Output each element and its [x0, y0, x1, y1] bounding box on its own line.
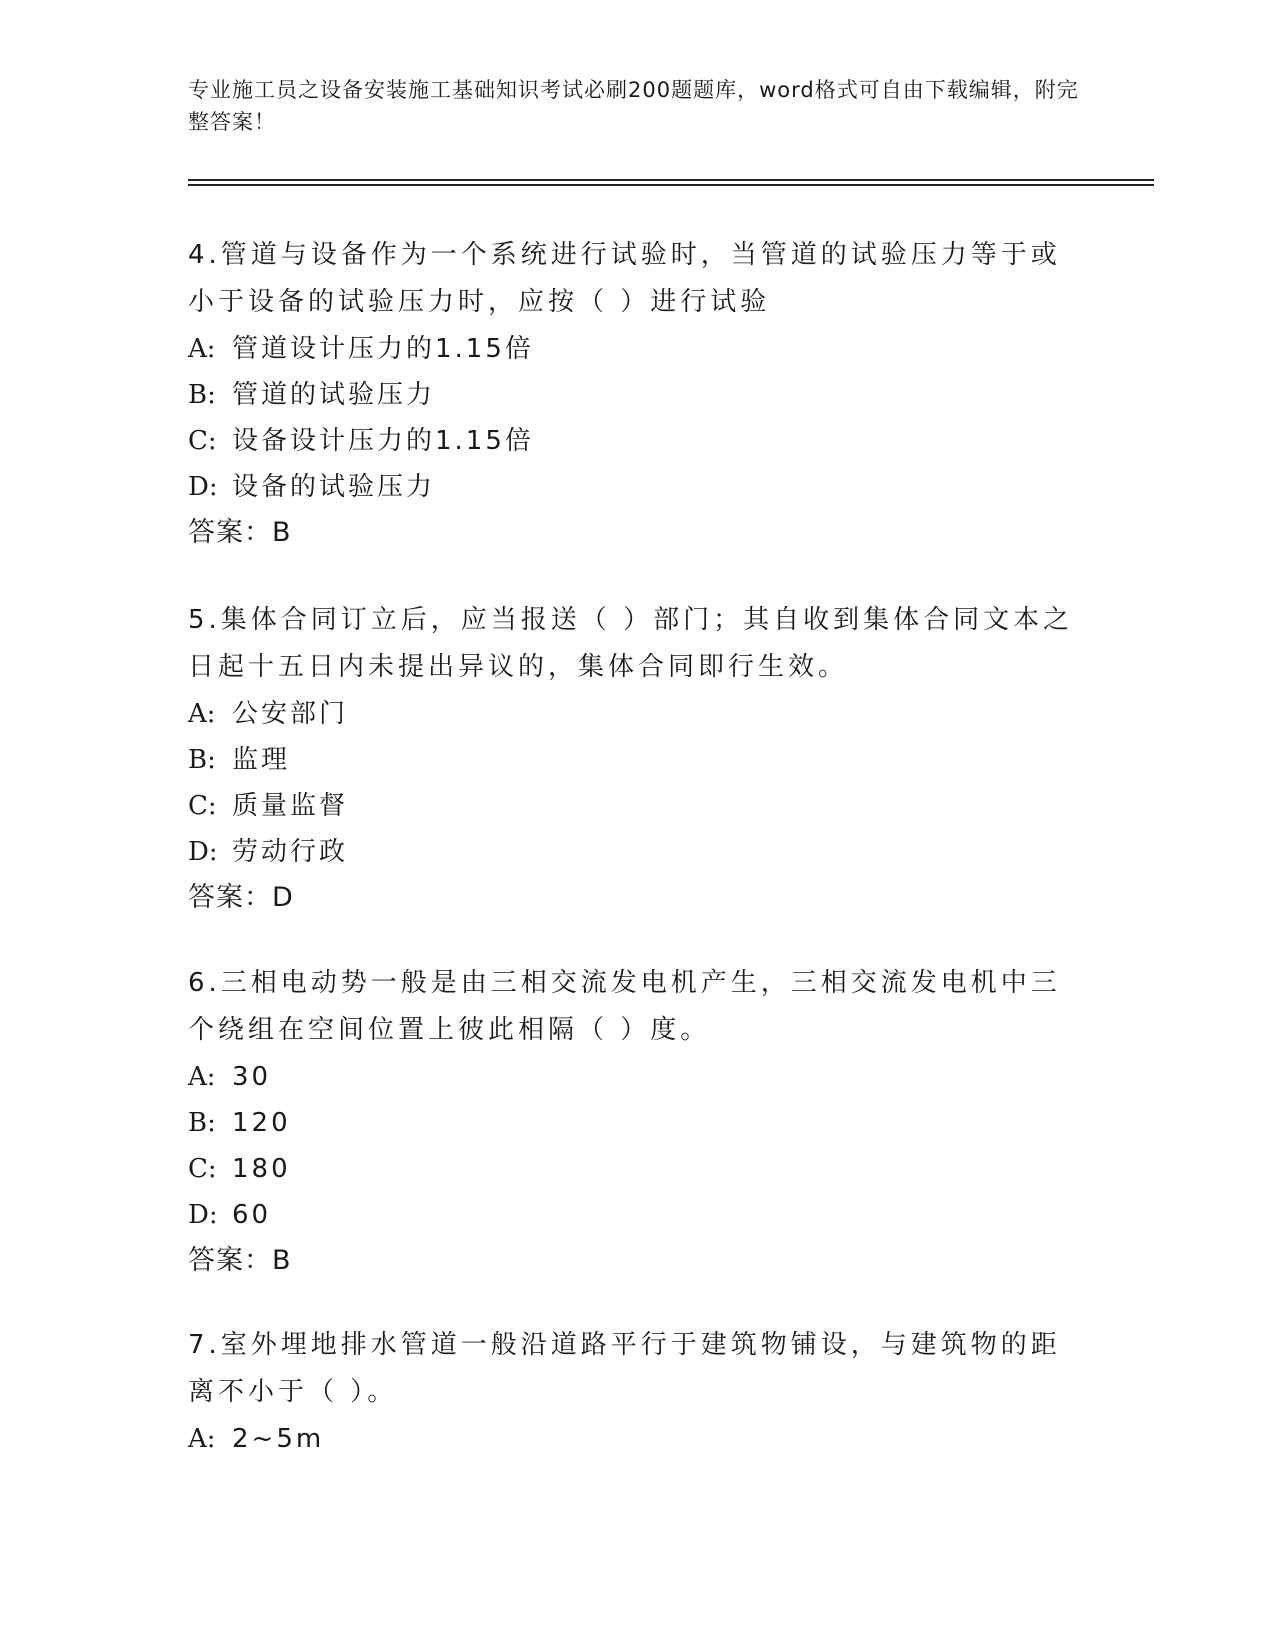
- option-d: [188, 829, 1088, 875]
- option-b: [188, 1100, 1088, 1146]
- option-text: 60: [232, 1200, 272, 1230]
- option-key: C:: [188, 791, 217, 821]
- option-a: [188, 691, 1088, 737]
- option-key: D:: [188, 472, 218, 502]
- option-text: 监理: [232, 745, 291, 775]
- option-c: [188, 418, 1088, 464]
- question-text: 7.室外埋地排水管道一般沿道路平行于建筑物铺设，与建筑物的距离不小于（ ）。: [188, 1330, 1061, 1407]
- option-text: 劳动行政: [232, 837, 349, 867]
- answer-label: 答案：B: [188, 517, 292, 548]
- option-text: 管道设计压力的1.15倍: [232, 334, 534, 364]
- option-text: 180: [232, 1154, 291, 1184]
- option-key: A:: [188, 334, 216, 364]
- question-text: 5.集体合同订立后，应当报送（ ）部门；其自收到集体合同文本之日起十五日内未提出异议的，集体合同即行生效。: [188, 605, 1074, 682]
- option-key: C:: [188, 426, 217, 456]
- document-header-title: 专业施工员之设备安装施工基础知识考试必刷200题题库，word格式可自由下载编辑，附完整答案！: [188, 78, 1079, 134]
- option-key: B:: [188, 380, 216, 410]
- option-d: [188, 1192, 1088, 1238]
- question-5: [188, 597, 1088, 921]
- option-b: [188, 737, 1088, 783]
- option-a: [188, 326, 1088, 372]
- option-key: C:: [188, 1154, 217, 1184]
- option-text: 质量监督: [232, 791, 349, 821]
- option-key: A:: [188, 1424, 216, 1454]
- option-b: [188, 372, 1088, 418]
- option-key: A:: [188, 1062, 216, 1092]
- option-text: 设备的试验压力: [232, 472, 436, 502]
- question-6: [188, 960, 1088, 1284]
- option-text: 公安部门: [232, 699, 349, 729]
- option-c: [188, 1146, 1088, 1192]
- question-4: [188, 232, 1088, 556]
- option-text: 2~5m: [232, 1424, 325, 1454]
- question-7: [188, 1322, 1088, 1462]
- option-c: [188, 783, 1088, 829]
- option-text: 设备设计压力的1.15倍: [232, 426, 534, 456]
- question-text: 4.管道与设备作为一个系统进行试验时，当管道的试验压力等于或小于设备的试验压力时，应按（ ）进行试验: [188, 240, 1061, 317]
- option-a: [188, 1054, 1088, 1100]
- option-text: 管道的试验压力: [232, 380, 436, 410]
- option-key: B:: [188, 1108, 216, 1138]
- header-divider-bottom: [188, 184, 1154, 186]
- option-key: B:: [188, 745, 216, 775]
- option-key: D:: [188, 837, 218, 867]
- question-text: 6.三相电动势一般是由三相交流发电机产生，三相交流发电机中三个绕组在空间位置上彼此相隔（ ）度。: [188, 968, 1061, 1045]
- option-key: A:: [188, 699, 216, 729]
- option-a: [188, 1416, 1088, 1462]
- option-text: 120: [232, 1108, 291, 1138]
- option-key: D:: [188, 1200, 218, 1230]
- option-text: 30: [232, 1062, 272, 1092]
- option-d: [188, 464, 1088, 510]
- header-divider-top: [188, 179, 1154, 181]
- answer-label: 答案：D: [188, 882, 294, 913]
- answer-label: 答案：B: [188, 1245, 292, 1276]
